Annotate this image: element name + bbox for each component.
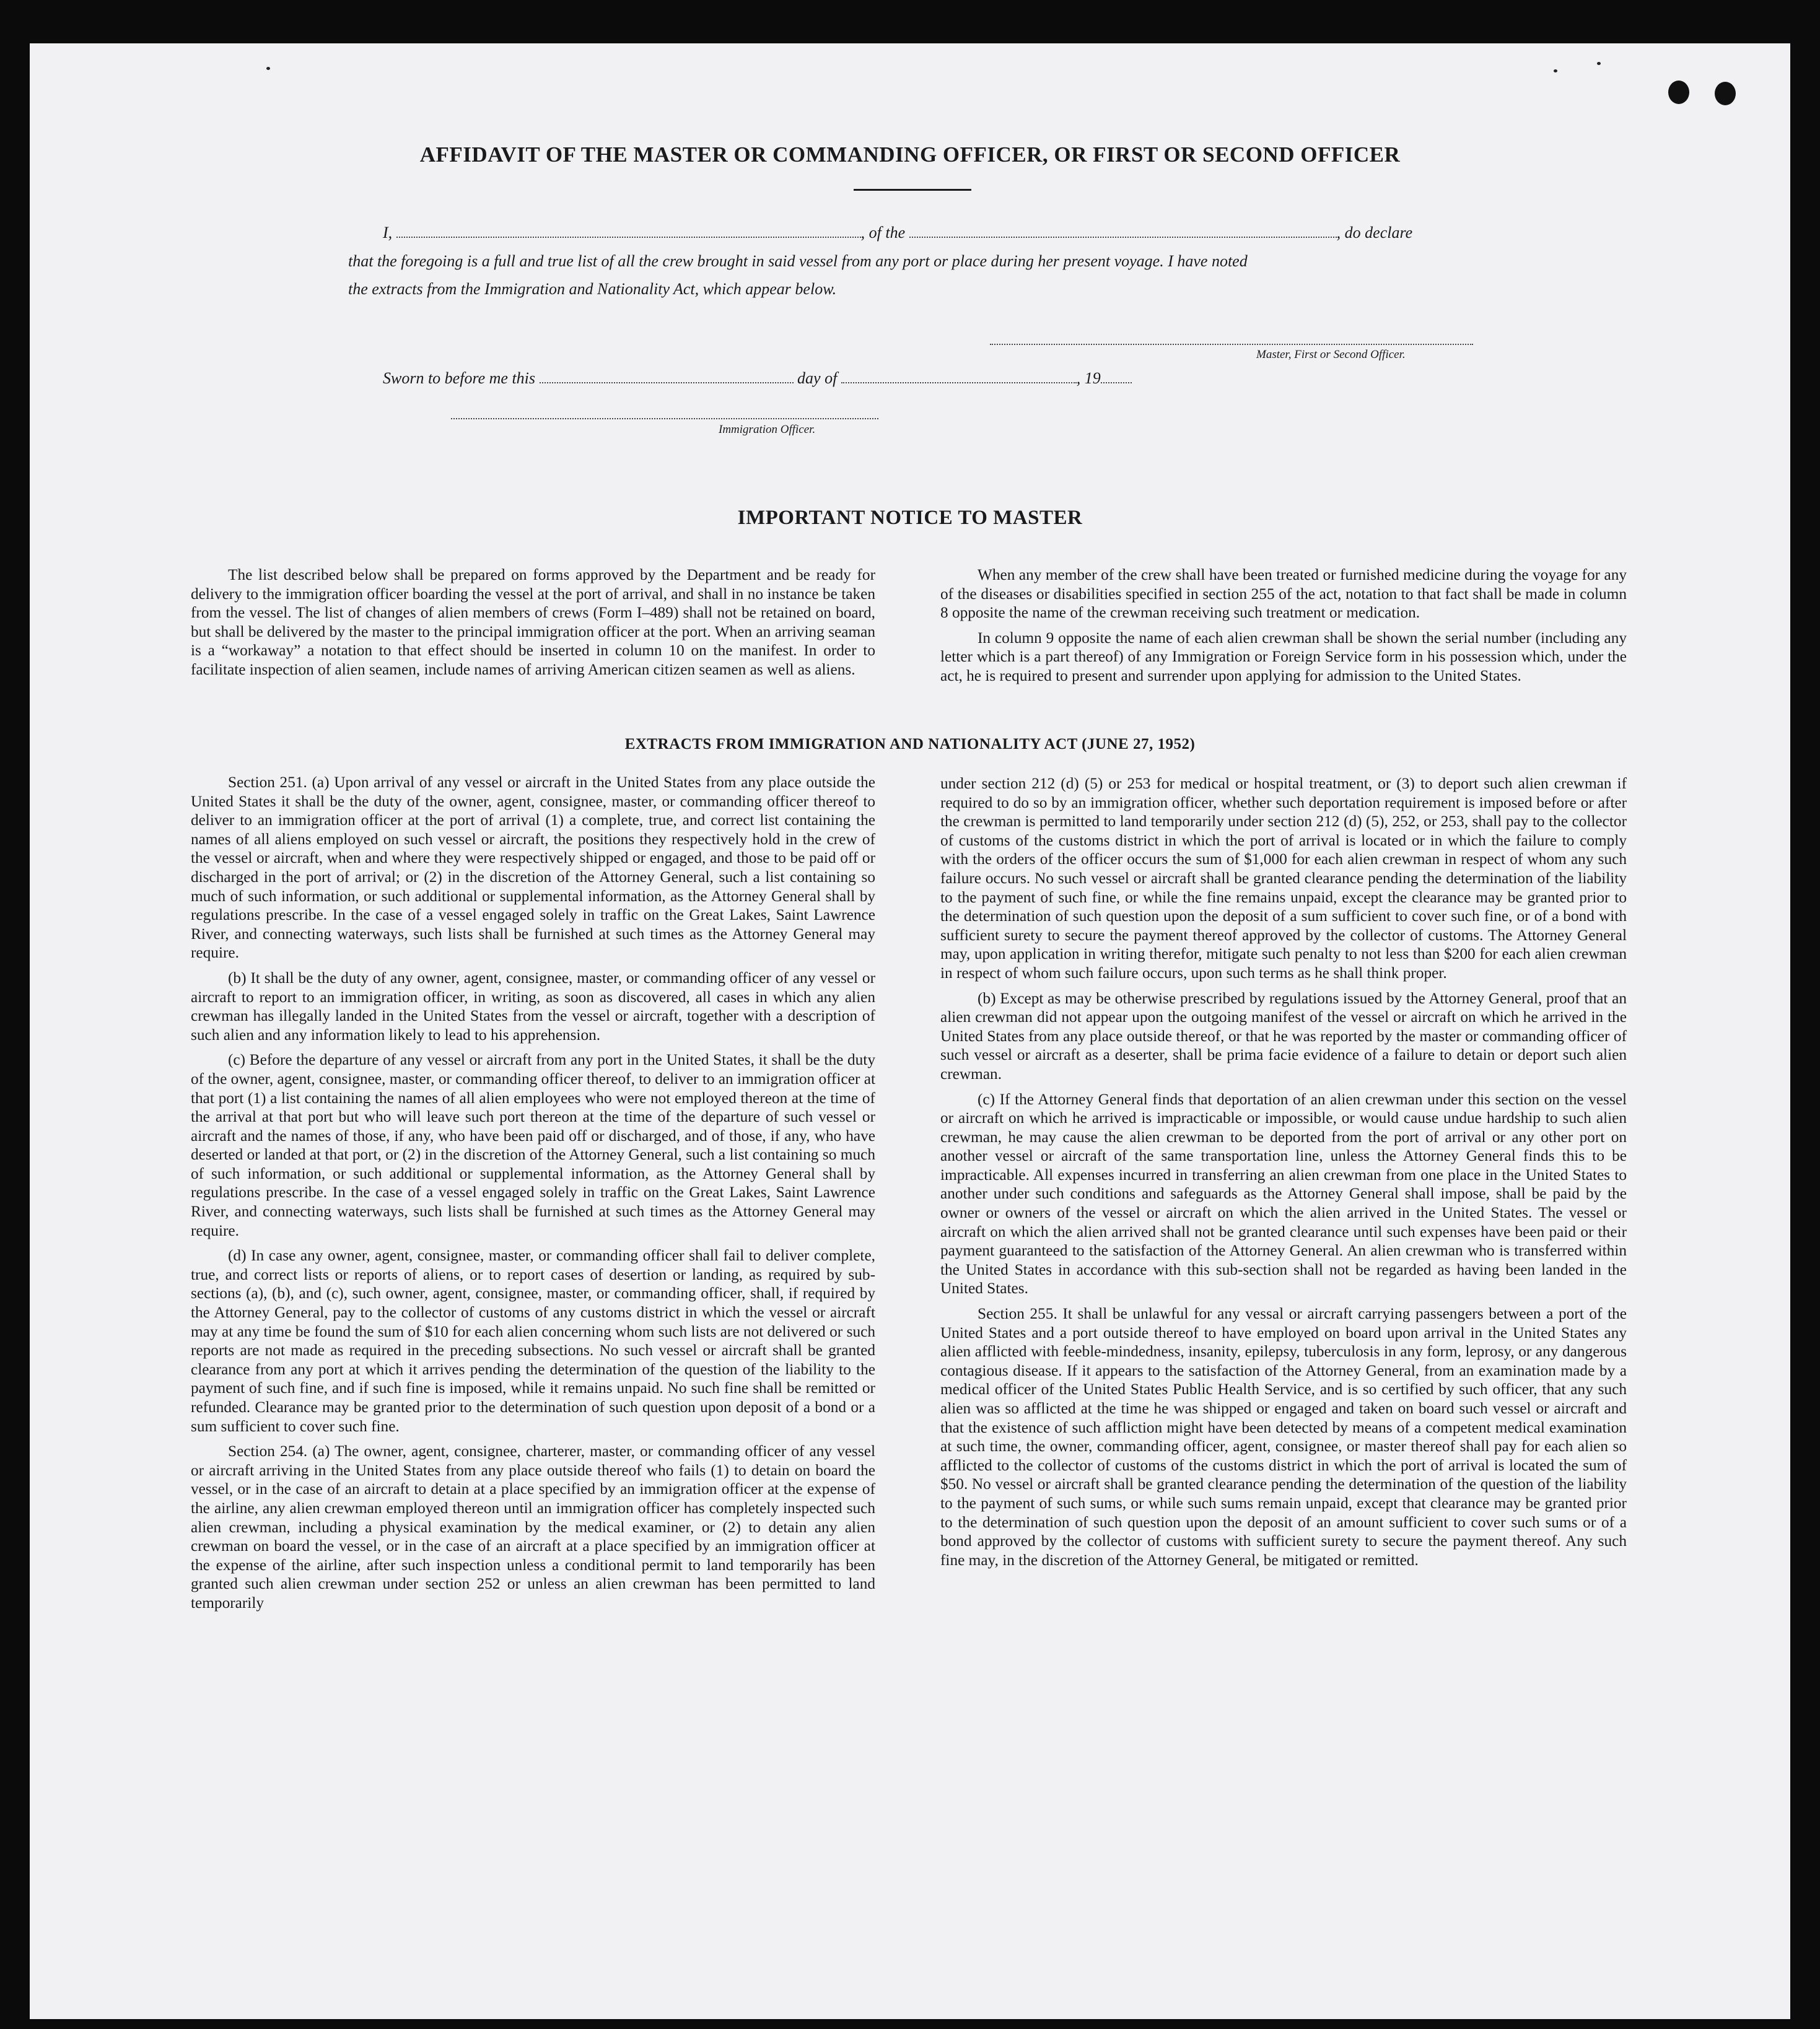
affidavit-i: I, (383, 224, 393, 242)
vessel-blank[interactable] (909, 223, 1337, 238)
immigration-officer-signature-line[interactable] (451, 418, 878, 419)
speck (1597, 62, 1601, 65)
notice-right-paragraph-2: In column 9 opposite the name of each alien crewman shall be shown the serial number (including any letter which is a part thereof) of any Immigration or Foreign Service form in his possession which, under the act, he is required to present and surrender upon applying for admission to the United States. (940, 629, 1627, 684)
notice-left-paragraph: The list described below shall be prepared on forms approved by the Department and be ready for delivery to the immigration officer boarding the vessel at the port of arrival, and shall in no instance be taken from the vessel. The list of changes of alien members of crews (Form I–489) shall not be retained on board, but shall be delivered by the master to the principal immigration officer at the port. When an arriving seaman is a “workaway” a notation to that effect should be inserted in column 10 on the manifest. In order to facilitate inspection of alien seamen, include names of arriving American citizen seamen as well as aliens. (191, 566, 875, 678)
name-blank[interactable] (396, 223, 861, 238)
affidavit-line-3: the extracts from the Immigration and Nationality Act, which appear below. (348, 280, 837, 298)
sworn-year-blank[interactable] (1101, 369, 1132, 383)
notice-right-column (940, 565, 1627, 692)
immigration-officer-label: Immigration Officer. (719, 423, 816, 436)
master-signature-label: Master, First or Second Officer. (1256, 348, 1406, 361)
affidavit-declare: , do declare (1336, 224, 1413, 242)
year-text: , 19 (1076, 369, 1101, 387)
extracts-left-column (191, 773, 875, 1619)
affidavit-title: AFFIDAVIT OF THE MASTER OR COMMANDING OFFICER, OR FIRST OR SECOND OFFICER (419, 142, 1401, 167)
notice-right-paragraph-1: When any member of the crew shall have been treated or furnished medicine during the voyage for any of the diseases or disabilities specified in section 255 of the act, notation to that fact shall be made in column 8 opposite the name of the crewman receiving such treatment or medication. (940, 566, 1627, 622)
notice-title: IMPORTANT NOTICE TO MASTER (737, 507, 1083, 529)
section-254-a-continued: under section 212 (d) (5) or 253 for medical or hospital treatment, or (3) to deport such alien crewman if required to do so by an immigration officer, whether such deportation requirement is imposed before or after the crewman is permitted to land temporarily under section 212 (d) (5), 252, or 253, shall pay to the collector of customs of the customs district in which the port of arrival is located or in which the failure to comply with the orders of the officer occurs the sum of $1,000 for each alien crewman in respect of whom any such failure occurs. No such vessel or aircraft shall be granted clearance pending the determination of the liability to the payment of such fine, or while the fine remains unpaid, except the clearance may be granted prior to the determination of such question upon the deposit of a sum sufficient to cover such fine, or of a bond with sufficient surety to secure the payment thereof approved by the collector of customs. The Attorney General may, upon application in writing therefor, mitigate such penalty to not less than $200 for each alien crewman in respect of whom such failure occurs, upon such terms as he shall think proper. (940, 775, 1627, 982)
affidavit-line-2: that the foregoing is a full and true list of all the crew brought in said vessel from any port or place during her present voyage. I have noted (348, 252, 1248, 270)
speck (1554, 69, 1557, 72)
section-254-b: (b) Except as may be otherwise prescribed by regulations issued by the Attorney General, proof that an alien crewman did not appear upon the outgoing manifest of the vessel or aircraft on which he arrived in the United States from any place outside thereof, or that he was reported by the master or commanding officer of such vessel or aircraft as a deserter, shall be prima facie evidence of a failure to detain or deport such alien crewman. (940, 989, 1627, 1083)
section-251-c: (c) Before the departure of any vessel or aircraft from any port in the United States, it shall be the duty of the owner, agent, consignee, master, or commanding officer thereof, to deliver to an immigration officer at that port (1) a list containing the names of all alien employees who were not employed thereon at the time of the arrival at that port but who will leave such port thereon at the time of the departure of such vessel or aircraft and the names of those, if any, who have been paid off or discharged, and of those, if any, who have deserted or landed at that port, or (2) in the discretion of the Attorney General, such a list containing so much of such information, or such additional or supplemental information, as the Attorney General shall by regulations prescribe. In the case of a vessel engaged solely in traffic on the Great Lakes, Saint Lawrence River, and connecting waterways, such lists shall be furnished at such times as the Attorney General may require. (191, 1051, 875, 1239)
title-rule (854, 189, 971, 191)
notice-left-column (191, 565, 875, 686)
section-251-d: (d) In case any owner, agent, consignee, master, or commanding officer shall fail to deliver complete, true, and correct lists or reports of aliens, or to report cases of desertion or landing, as required by sub-sections (a), (b), and (c), such owner, agent, consignee, master, or commanding officer, shall, if required by the Attorney General, pay to the collector of customs of any customs district in which the vessel or aircraft may at any time be found the sum of $10 for each alien concerning whom such lists are not delivered or such reports are not made as required in the preceding subsections. No such vessel or aircraft shall be granted clearance from any port at which it arrives pending the determination of the question of the liability to the payment of such fine, and if such fine is imposed, while it remains unpaid. No such fine shall be remitted or refunded. Clearance may be granted prior to the determination of such question upon deposit of a bond or a sum sufficient to cover such fine. (191, 1247, 875, 1435)
master-signature-line[interactable] (990, 344, 1473, 345)
section-251-b: (b) It shall be the duty of any owner, agent, consignee, master, or commanding officer of any vessel or aircraft to report to an immigration officer, in writing, as soon as discovered, all cases in which any alien crewman has illegally landed in the United States from the vessel or aircraft, together with a description of such alien and any information likely to lead to his apprehension. (191, 969, 875, 1044)
section-251-a: Section 251. (a) Upon arrival of any vessel or aircraft in the United States from any place outside the United States it shall be the duty of the owner, agent, consignee, master, or commanding officer thereof to deliver to an immigration officer at the port of arrival (1) a complete, true, and correct list containing the names of all aliens employed on such vessel or aircraft, the positions they respectively hold in the crew of the vessel or aircraft, when and where they were respectively shipped or engaged, and those to be paid off or discharged in the port of arrival; or (2) in the discretion of the Attorney General, such a list containing so much of such information, or such additional or supplemental information, as the Attorney General shall by regulations prescribe. In the case of a vessel engaged solely in traffic on the Great Lakes, Saint Lawrence River, and connecting waterways, such lists shall be furnished at such times as the Attorney General may require. (191, 774, 875, 962)
section-255: Section 255. It shall be unlawful for any vessal or aircraft carrying passengers between a port of the United States and a port outside thereof to have employed on board upon arrival in the United States any alien afflicted with feeble-mindedness, insanity, epilepsy, tuberculosis in any form, leprosy, or any dangerous contagious disease. If it appears to the satisfaction of the Attorney General, from an examination made by a medical officer of the United States Public Health Service, and is so certified by such officer, that any such alien was so afflicted at the time he was shipped or engaged and taken on board such vessel or aircraft and that the existence of such affliction might have been detected by means of a competent medical examination at such time, the owner, commanding officer, agent, consignee, or master thereof shall pay for each alien so afflicted to the collector of customs of the customs district in which the port of arrival is located the sum of $50. No vessel or aircraft shall be granted clearance pending the determination of the question of the liability to the payment of such sums, or while such sums remain unpaid, except that clearance may be granted prior to the determination of such question upon the deposit of an amount sufficient to cover such sums or of a bond approved by the collector of customs with sufficient surety to secure the payment thereof. Any such fine may, in the discretion of the Attorney General, be mitigated or remitted. (940, 1305, 1627, 1569)
extracts-right-column (940, 774, 1627, 1576)
sworn-text: Sworn to before me this (383, 369, 536, 387)
document-page (30, 43, 1790, 2019)
punch-hole-left (1668, 81, 1689, 104)
day-of-text: day of (797, 369, 838, 387)
sworn-day-blank[interactable] (540, 369, 794, 383)
speck (266, 67, 270, 70)
extracts-title: EXTRACTS FROM IMMIGRATION AND NATIONALITY ACT (JUNE 27, 1952) (624, 736, 1196, 753)
section-254-c: (c) If the Attorney General finds that deportation of an alien crewman under this section on the vessel or aircraft on which he arrived is impracticable or impossible, or would cause undue hardship to such alien crewman, he may cause the alien crewman to be deported from the port of arrival or any other port on another vessel or aircraft of the same transportation line, unless the Attorney General finds this to be impracticable. All expenses incurred in transferring an alien crewman from one place in the United States to another under such conditions and safeguards as the Attorney General shall impose, shall be paid by the owner or owners of the vessel or aircraft on which the alien arrived in the United States. The vessel or aircraft on which the alien arrived shall not be granted clearance until such expenses have been paid or their payment guaranteed to the satisfaction of the Attorney General. An alien crewman who is transferred within the United States in accordance with this sub-section shall not be regarded as having been landed in the United States. (940, 1090, 1627, 1298)
sworn-line (383, 369, 1132, 388)
affidavit-line-1 (383, 223, 1412, 242)
affidavit-of-the: , of the (860, 224, 906, 242)
section-254-a: Section 254. (a) The owner, agent, consignee, charterer, master, or commanding officer of any vessel or aircraft arriving in the United States from any place outside thereof who fails (1) to detain on board the vessel, or in the case of an aircraft to detain at a place specified by an immigration officer at the expense of the airline, any alien crewman employed thereon until an immigration officer has completely inspected such alien crewman, including a physical examination by the medical examiner, or (2) to detain any alien crewman on board the vessel, or in the case of an aircraft at a place specified by an immigration officer at the expense of the airline, after such inspection unless a conditional permit to land temporarily has been granted such alien crewman under section 252 or unless an alien crewman has been permitted to land temporarily (191, 1442, 875, 1612)
punch-hole-right (1715, 82, 1736, 105)
sworn-month-blank[interactable] (841, 369, 1077, 383)
